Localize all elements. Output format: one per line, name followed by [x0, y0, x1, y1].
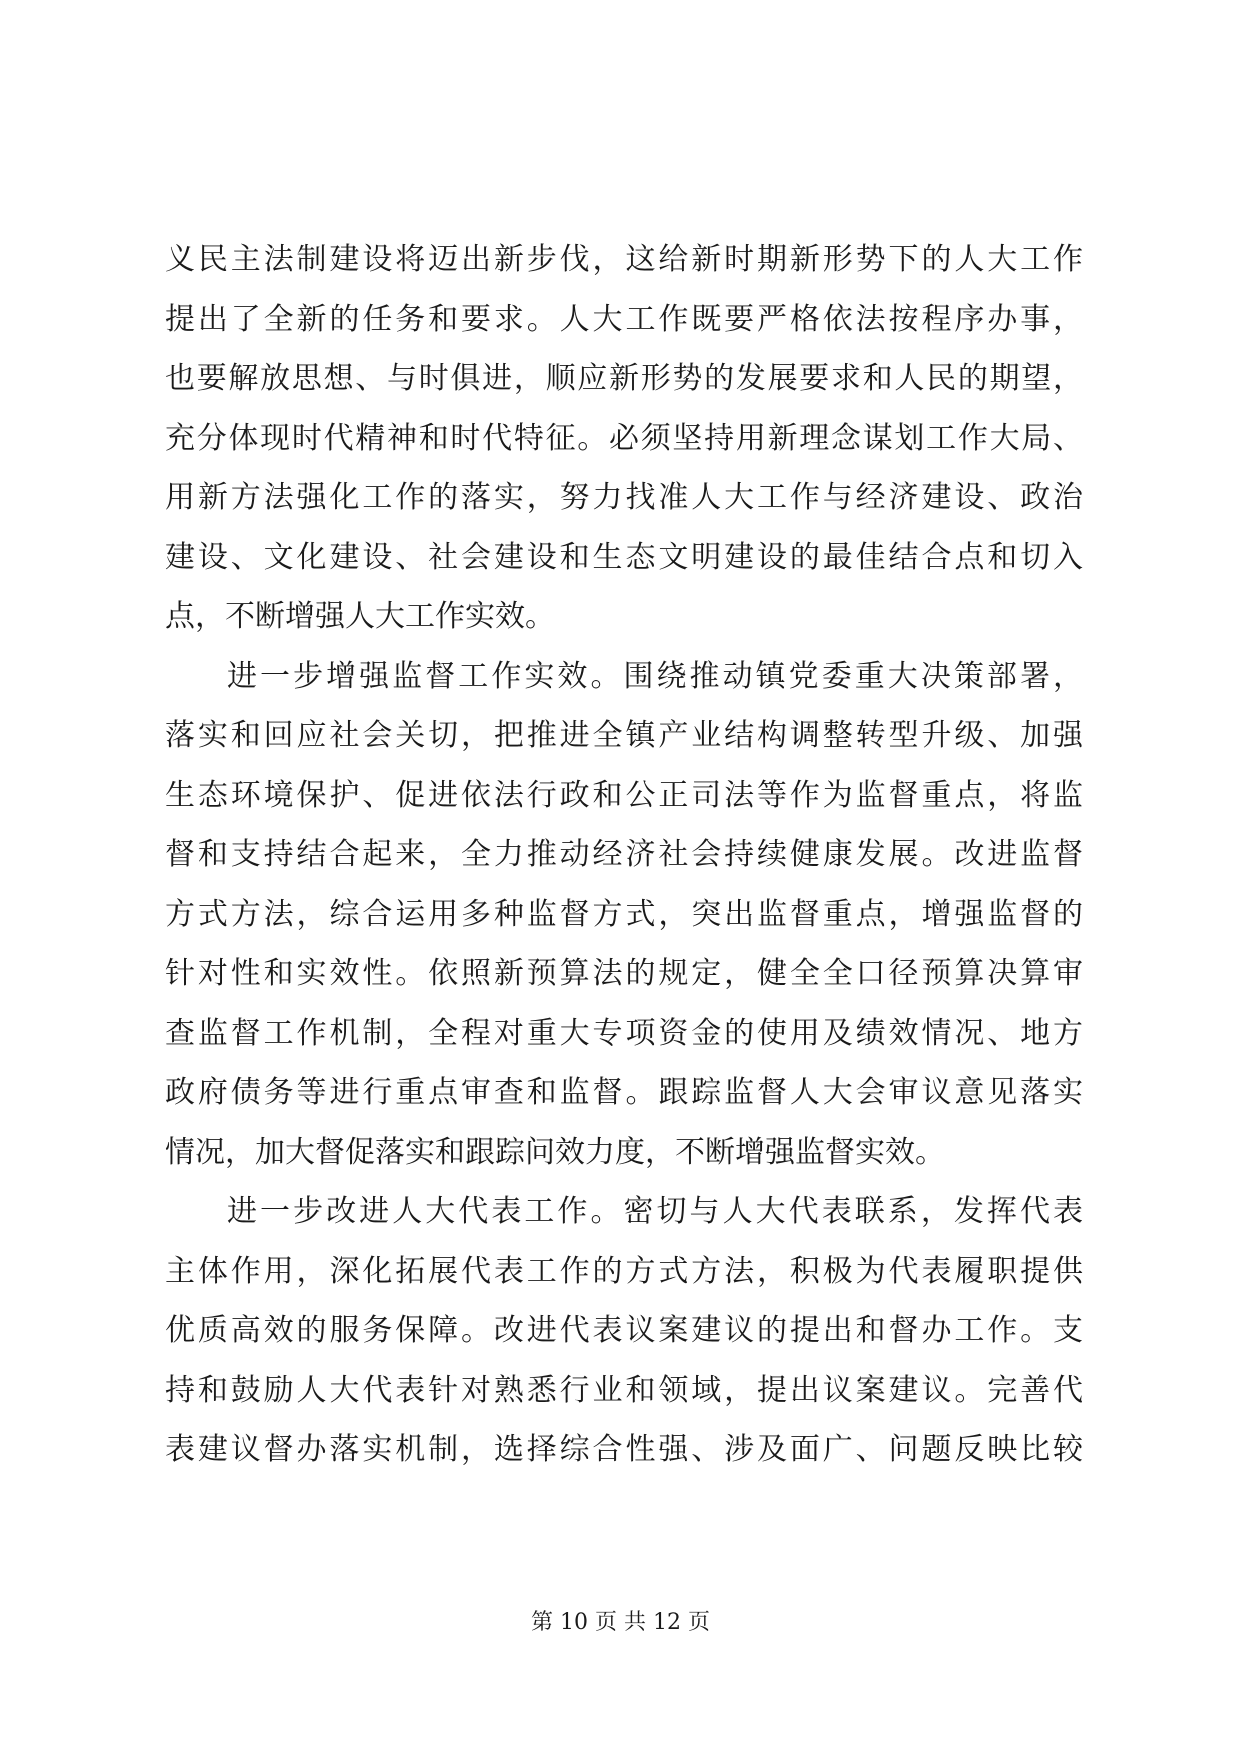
text-line: 方式方法，综合运用多种监督方式，突出监督重点，增强监督的: [165, 896, 1083, 932]
text-line: 建设、文化建设、社会建设和生态文明建设的最佳结合点和切入: [165, 539, 1083, 575]
text-line: 充分体现时代精神和时代特征。必须坚持用新理念谋划工作大局、: [165, 420, 1083, 456]
text-line: 表建议督办落实机制，选择综合性强、涉及面广、问题反映比较: [165, 1432, 1083, 1467]
text-line: 落实和回应社会关切，把推进全镇产业结构调整转型升级、加强: [165, 718, 1083, 753]
page-footer: [0, 1608, 1241, 1638]
paragraph-first-line: 进一步改进人大代表工作。密切与人大代表联系，发挥代表: [227, 1194, 1083, 1229]
text-line: 针对性和实效性。依照新预算法的规定，健全全口径预算决算审: [165, 956, 1083, 991]
text-line: 生态环境保护、促进依法行政和公正司法等作为监督重点，将监: [165, 777, 1083, 813]
text-line: 政府债务等进行重点审查和监督。跟踪监督人大会审议意见落实: [165, 1075, 1083, 1110]
text-line: 点，不断增强人大工作实效。: [165, 599, 555, 634]
text-line: 用新方法强化工作的落实，努力找准人大工作与经济建设、政治: [165, 480, 1083, 515]
text-line: 提出了全新的任务和要求。人大工作既要严格依法按程序办事，: [165, 301, 1083, 337]
page-number-label: 第 10 页 共 12 页: [531, 1610, 710, 1635]
text-line: 也要解放思想、与时俱进，顺应新形势的发展要求和人民的期望，: [165, 361, 1083, 396]
text-line: 查监督工作机制，全程对重大专项资金的使用及绩效情况、地方: [165, 1015, 1083, 1051]
text-line: 优质高效的服务保障。改进代表议案建议的提出和督办工作。支: [165, 1313, 1083, 1348]
text-line: 主体作用，深化拓展代表工作的方式方法，积极为代表履职提供: [165, 1253, 1083, 1289]
paragraph-first-line: 进一步增强监督工作实效。围绕推动镇党委重大决策部署，: [227, 658, 1083, 694]
text-line: 情况，加大督促落实和跟踪问效力度，不断增强监督实效。: [165, 1134, 945, 1170]
text-line: 督和支持结合起来，全力推动经济社会持续健康发展。改进监督: [165, 837, 1083, 872]
text-line: 义民主法制建设将迈出新步伐，这给新时期新形势下的人大工作: [165, 242, 1083, 277]
text-line: 持和鼓励人大代表针对熟悉行业和领域，提出议案建议。完善代: [165, 1372, 1083, 1408]
body-text: [165, 230, 1083, 1480]
